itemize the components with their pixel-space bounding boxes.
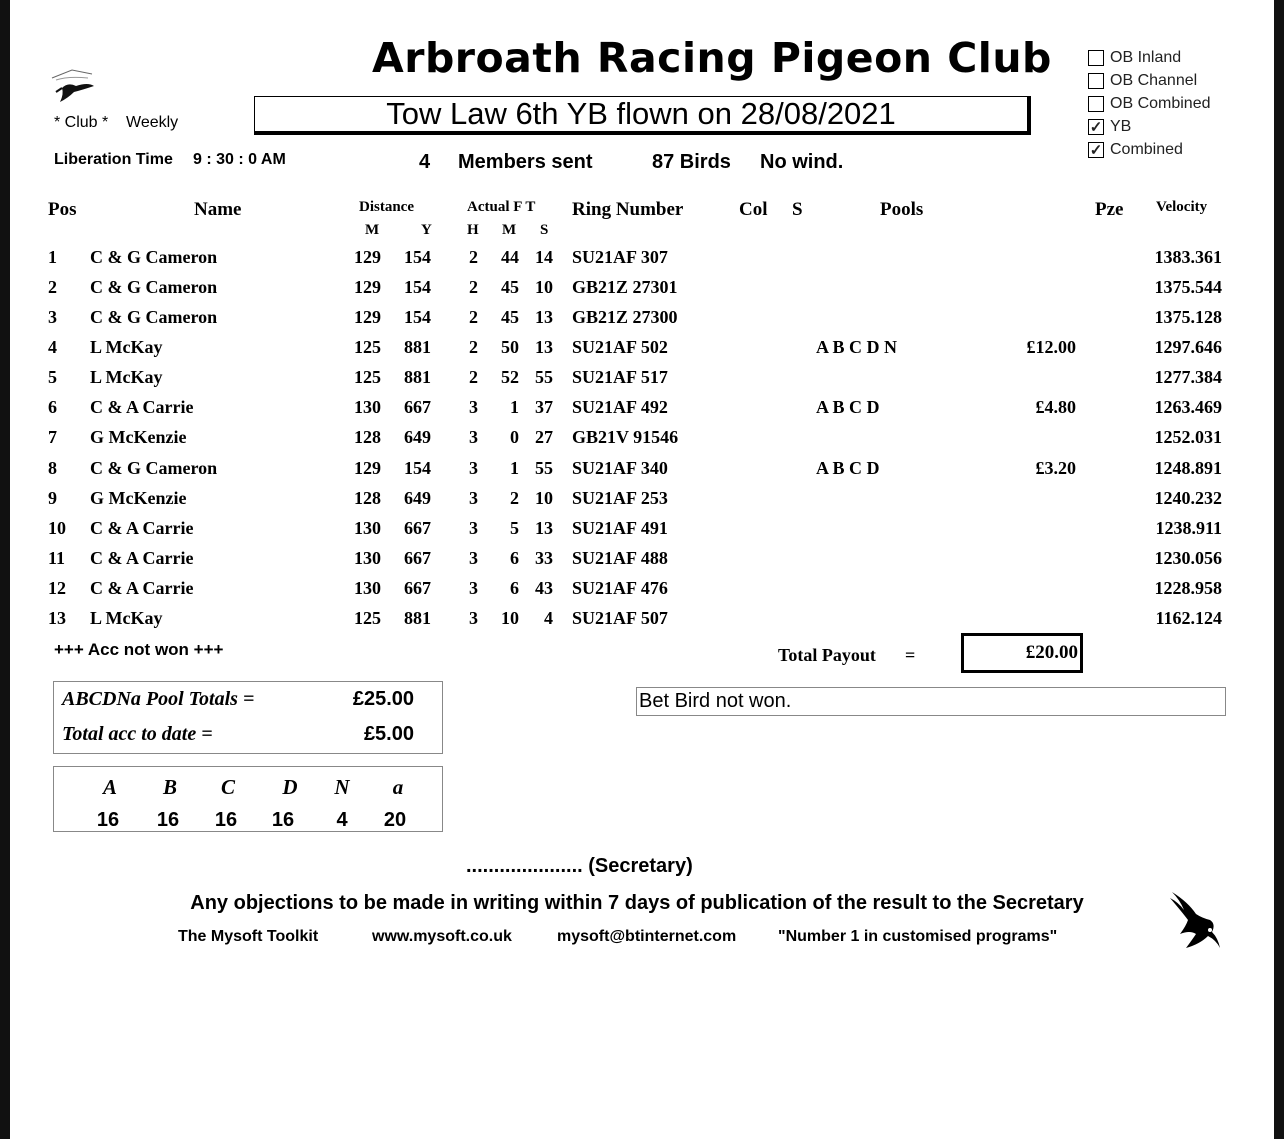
row-dist-m: 128 xyxy=(354,487,381,508)
row-pos: 13 xyxy=(48,607,66,628)
total-payout-label: Total Payout xyxy=(778,645,876,665)
table-row xyxy=(0,578,1284,608)
row-dist-y: 881 xyxy=(404,367,431,388)
row-hours: 3 xyxy=(469,577,478,598)
row-pos: 5 xyxy=(48,367,57,388)
row-pos: 1 xyxy=(48,247,57,267)
total-payout-value: £20.00 xyxy=(961,633,1083,673)
row-velocity: 1277.384 xyxy=(1154,367,1222,388)
row-minutes: 6 xyxy=(510,547,519,568)
row-dist-y: 154 xyxy=(404,307,431,328)
row-ring-number: SU21AF 253 xyxy=(572,487,668,508)
weekly-label: Weekly xyxy=(126,114,179,131)
table-row xyxy=(0,307,1284,337)
row-seconds: 13 xyxy=(535,517,553,538)
checkmark-icon[interactable]: ✓ xyxy=(1089,118,1103,136)
row-name: L McKay xyxy=(90,607,163,628)
row-dist-y: 154 xyxy=(404,457,431,478)
row-minutes: 52 xyxy=(501,367,519,388)
col-col: Col xyxy=(739,199,768,220)
row-velocity: 1228.958 xyxy=(1154,577,1222,598)
pool-head-a: A xyxy=(102,775,117,799)
row-hours: 3 xyxy=(469,517,478,538)
row-hours: 2 xyxy=(469,367,478,388)
row-name: C & A Carrie xyxy=(90,547,194,568)
category-ob-channel[interactable] xyxy=(1088,69,1211,92)
row-dist-y: 154 xyxy=(404,247,431,267)
row-pos: 9 xyxy=(48,487,57,508)
row-seconds: 55 xyxy=(535,457,553,478)
row-dist-m: 125 xyxy=(354,607,381,628)
row-minutes: 1 xyxy=(510,397,519,418)
acc-note: +++ Acc not won +++ xyxy=(54,640,224,659)
row-pos: 2 xyxy=(48,277,57,298)
row-velocity: 1230.056 xyxy=(1154,547,1222,568)
row-dist-y: 881 xyxy=(404,607,431,628)
row-pos: 7 xyxy=(48,427,57,448)
pool-count-c: 16 xyxy=(214,809,238,831)
row-seconds: 43 xyxy=(535,577,553,598)
row-ring-number: SU21AF 502 xyxy=(572,337,668,358)
club-label: * Club * xyxy=(54,114,109,131)
row-minutes: 1 xyxy=(510,457,519,478)
pool-head-a-lower: a xyxy=(392,775,404,799)
row-velocity: 1238.911 xyxy=(1155,517,1222,538)
row-prize: £3.20 xyxy=(1035,457,1076,478)
table-row xyxy=(0,337,1284,367)
row-ring-number: SU21AF 476 xyxy=(572,577,668,598)
row-minutes: 10 xyxy=(501,607,519,628)
row-velocity: 1162.124 xyxy=(1155,607,1222,628)
table-row xyxy=(0,367,1284,397)
row-name: L McKay xyxy=(90,337,163,358)
footer-email[interactable]: mysoft@btinternet.com xyxy=(557,928,737,945)
row-dist-y: 667 xyxy=(404,577,431,598)
row-dist-m: 130 xyxy=(354,547,381,568)
row-dist-y: 649 xyxy=(404,427,431,448)
col-pools: Pools xyxy=(880,199,924,220)
row-ring-number: SU21AF 488 xyxy=(572,547,668,568)
row-hours: 2 xyxy=(469,337,478,358)
category-label: YB xyxy=(1110,117,1132,135)
bird-silhouette-icon xyxy=(1166,890,1222,957)
checkbox[interactable] xyxy=(1088,73,1104,89)
row-name: C & G Cameron xyxy=(90,277,218,298)
row-pos: 4 xyxy=(48,337,57,358)
row-velocity: 1383.361 xyxy=(1154,247,1222,267)
col-pos: Pos xyxy=(48,199,77,220)
table-row xyxy=(0,608,1284,638)
row-name: C & G Cameron xyxy=(90,457,218,478)
category-label: Combined xyxy=(1110,140,1183,158)
row-seconds: 13 xyxy=(535,307,553,328)
table-row xyxy=(0,247,1284,277)
row-name: G McKenzie xyxy=(90,427,187,448)
row-ring-number: SU21AF 517 xyxy=(572,367,668,388)
row-dist-y: 881 xyxy=(404,337,431,358)
row-hours: 2 xyxy=(469,247,478,267)
row-seconds: 13 xyxy=(535,337,553,358)
col-ring: Ring Number xyxy=(572,199,684,220)
row-dist-y: 649 xyxy=(404,487,431,508)
table-row xyxy=(0,277,1284,307)
row-ring-number: GB21Z 27300 xyxy=(572,307,678,328)
category-checkboxes xyxy=(1088,46,1211,161)
row-ring-number: GB21Z 27301 xyxy=(572,277,678,298)
row-seconds: 10 xyxy=(535,277,553,298)
table-row xyxy=(0,518,1284,548)
row-velocity: 1375.128 xyxy=(1154,307,1222,328)
category-ob-inland[interactable] xyxy=(1088,46,1211,69)
pool-totals-label: ABCDNa Pool Totals = xyxy=(62,688,255,710)
row-seconds: 4 xyxy=(544,607,553,628)
row-ring-number: SU21AF 307 xyxy=(572,247,668,267)
table-row xyxy=(0,397,1284,427)
row-pos: 6 xyxy=(48,397,57,418)
row-pos: 10 xyxy=(48,517,66,538)
secretary-signature: ..................... (Secretary) xyxy=(466,855,693,877)
row-hours: 3 xyxy=(469,607,478,628)
checkbox[interactable] xyxy=(1088,50,1104,66)
row-hours: 3 xyxy=(469,427,478,448)
members-count: 4 xyxy=(419,151,431,173)
pool-counts-table xyxy=(53,766,443,832)
col-dist-y: Y xyxy=(421,222,432,238)
liberation-label: Liberation Time xyxy=(54,151,173,168)
row-prize: £12.00 xyxy=(1026,337,1076,358)
row-ring-number: SU21AF 492 xyxy=(572,397,668,418)
row-dist-m: 125 xyxy=(354,367,381,388)
row-dist-y: 667 xyxy=(404,547,431,568)
row-seconds: 37 xyxy=(535,397,553,418)
col-act-m: M xyxy=(502,222,517,238)
row-seconds: 55 xyxy=(535,367,553,388)
pool-totals-value: £25.00 xyxy=(352,688,414,710)
row-minutes: 0 xyxy=(510,427,519,448)
row-velocity: 1297.646 xyxy=(1154,337,1222,358)
col-distance: Distance xyxy=(359,199,414,215)
footer-toolkit: The Mysoft Toolkit xyxy=(178,928,319,945)
row-velocity: 1240.232 xyxy=(1154,487,1222,508)
category-label: OB Inland xyxy=(1110,48,1182,66)
page-title: Arbroath Racing Pigeon Club xyxy=(372,34,1052,82)
col-pze: Pze xyxy=(1095,199,1124,220)
row-minutes: 45 xyxy=(501,307,519,328)
race-title: Tow Law 6th YB flown on 28/08/2021 xyxy=(254,96,1031,135)
col-name: Name xyxy=(194,199,242,220)
row-dist-m: 128 xyxy=(354,427,381,448)
row-pos: 8 xyxy=(48,457,57,478)
table-row xyxy=(0,488,1284,518)
birds-count: 87 Birds xyxy=(652,151,731,173)
pool-totals-box xyxy=(53,681,443,754)
table-row xyxy=(0,427,1284,457)
row-hours: 3 xyxy=(469,397,478,418)
pool-count-d: 16 xyxy=(271,809,295,831)
row-velocity: 1263.469 xyxy=(1154,397,1222,418)
pool-head-d: D xyxy=(282,775,298,799)
row-name: C & G Cameron xyxy=(90,247,218,267)
category-label: OB Combined xyxy=(1110,94,1211,112)
col-dist-m: M xyxy=(365,222,380,238)
checkmark-icon[interactable]: ✓ xyxy=(1089,141,1103,159)
category-ob-combined[interactable] xyxy=(1088,92,1211,115)
category-combined[interactable] xyxy=(1088,138,1211,161)
footer-slogan: "Number 1 in customised programs" xyxy=(778,928,1058,945)
row-seconds: 10 xyxy=(535,487,553,508)
row-dist-m: 125 xyxy=(354,337,381,358)
pool-count-a: 16 xyxy=(96,809,120,831)
row-dist-m: 130 xyxy=(354,397,381,418)
pool-head-b: B xyxy=(162,775,177,799)
row-velocity: 1248.891 xyxy=(1154,457,1222,478)
row-hours: 2 xyxy=(469,277,478,298)
row-minutes: 44 xyxy=(501,247,519,267)
col-actual: Actual F T xyxy=(467,199,536,215)
row-hours: 3 xyxy=(469,457,478,478)
row-dist-m: 129 xyxy=(354,307,381,328)
row-minutes: 45 xyxy=(501,277,519,298)
col-act-h: H xyxy=(467,222,479,238)
row-minutes: 5 xyxy=(510,517,519,538)
row-ring-number: GB21V 91546 xyxy=(572,427,679,448)
table-row xyxy=(0,458,1284,488)
row-prize: £4.80 xyxy=(1035,397,1076,418)
row-dist-m: 129 xyxy=(354,247,381,267)
row-name: G McKenzie xyxy=(90,487,187,508)
col-s: S xyxy=(792,199,803,220)
total-payout-equals: = xyxy=(905,645,916,665)
pool-head-n: N xyxy=(334,775,350,799)
category-label: OB Channel xyxy=(1110,71,1198,89)
row-pos: 12 xyxy=(48,577,66,598)
row-velocity: 1252.031 xyxy=(1154,427,1222,448)
row-pos: 3 xyxy=(48,307,57,328)
row-name: C & A Carrie xyxy=(90,517,194,538)
bet-bird-status: Bet Bird not won. xyxy=(636,687,1226,716)
row-pools: A B C D N xyxy=(816,337,898,358)
pool-head-c: C xyxy=(220,775,235,799)
row-minutes: 2 xyxy=(510,487,519,508)
row-hours: 3 xyxy=(469,487,478,508)
liberation-time: 9 : 30 : 0 AM xyxy=(193,151,286,168)
row-dist-y: 667 xyxy=(404,397,431,418)
row-minutes: 50 xyxy=(501,337,519,358)
category-yb[interactable] xyxy=(1088,115,1211,138)
pool-count-a-lower: 20 xyxy=(383,809,407,831)
row-ring-number: SU21AF 340 xyxy=(572,457,668,478)
row-hours: 3 xyxy=(469,547,478,568)
row-hours: 2 xyxy=(469,307,478,328)
objections-notice: Any objections to be made in writing within 7 days of publication of the result to the Secretary xyxy=(190,892,1084,914)
row-pos: 11 xyxy=(48,547,66,568)
row-name: C & A Carrie xyxy=(90,397,194,418)
row-dist-m: 129 xyxy=(354,457,381,478)
row-dist-y: 154 xyxy=(404,277,431,298)
row-seconds: 33 xyxy=(535,547,553,568)
row-velocity: 1375.544 xyxy=(1154,277,1222,298)
checkbox[interactable] xyxy=(1088,96,1104,112)
members-label: Members sent xyxy=(458,151,593,173)
row-pools: A B C D xyxy=(816,457,880,478)
row-name: C & A Carrie xyxy=(90,577,194,598)
col-act-s: S xyxy=(540,222,549,238)
pool-count-n: 4 xyxy=(336,809,348,831)
row-minutes: 6 xyxy=(510,577,519,598)
pigeon-logo-icon xyxy=(48,64,100,113)
table-row xyxy=(0,548,1284,578)
row-ring-number: SU21AF 507 xyxy=(572,607,668,628)
acc-to-date-label: Total acc to date = xyxy=(62,723,213,745)
row-dist-y: 667 xyxy=(404,517,431,538)
row-dist-m: 130 xyxy=(354,577,381,598)
row-ring-number: SU21AF 491 xyxy=(572,517,668,538)
row-pools: A B C D xyxy=(816,397,880,418)
row-name: C & G Cameron xyxy=(90,307,218,328)
row-dist-m: 130 xyxy=(354,517,381,538)
wind-status: No wind. xyxy=(760,151,844,173)
row-seconds: 27 xyxy=(535,427,553,448)
row-dist-m: 129 xyxy=(354,277,381,298)
acc-to-date-value: £5.00 xyxy=(363,723,414,745)
row-seconds: 14 xyxy=(535,247,553,267)
footer-website[interactable]: www.mysoft.co.uk xyxy=(372,928,512,945)
pool-count-b: 16 xyxy=(156,809,180,831)
row-name: L McKay xyxy=(90,367,163,388)
col-velocity: Velocity xyxy=(1156,199,1208,215)
